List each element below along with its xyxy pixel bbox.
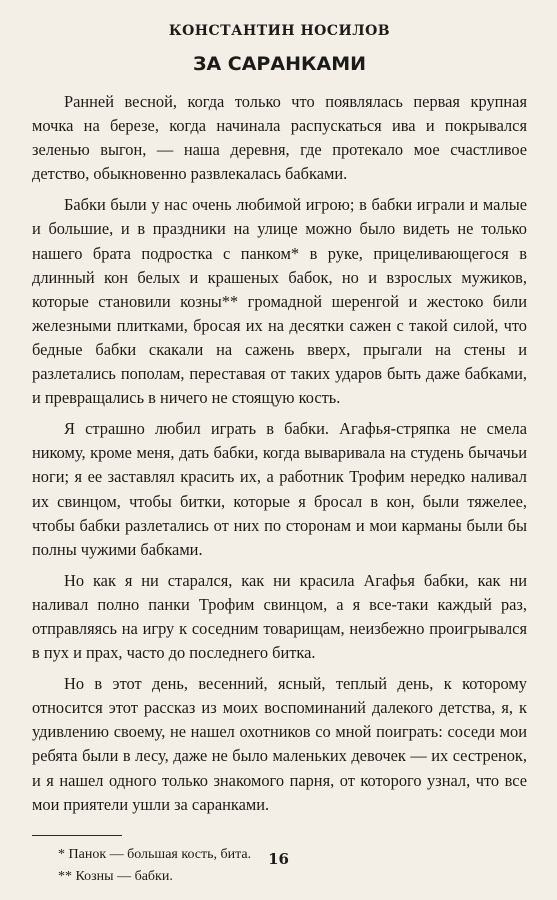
footnote: * Панок — большая кость, бита. (58, 846, 252, 862)
footnote: ** Козны — бабки. (58, 868, 173, 884)
running-head: КОНСТАНТИН НОСИЛОВ (168, 23, 391, 39)
paragraph: Бабки были у нас очень любимой игрою; в бабки играли и малые и большие, и в праздники на улице можно было видеть не только нашего брата подростка с панком* в руке, прицеливающегося в длинный кон белых и крашеных бабок, но и взрослых мужиков, которые становили козны** громадной шеренгой и жестоко били железными плитками, бросая их на десятки сажен с такой силой, что бедные бабки скакали на сажень вверх, прыгали на стены и разлетались пополам, переставая от таких ударов быть даже бабками, и превращались в ничего не стоящую кость. (32, 195, 527, 408)
body-text (32, 90, 527, 817)
footnote-divider (32, 835, 122, 836)
paragraph: Ранней весной, когда только что появлялась первая крупная мочка на березе, когда начинала распускаться ива и покрывался зеленью выгон, — наша деревня, где протекало мое счастливое детство, обыкновенно развлекалась бабками. (32, 92, 527, 184)
page-number: 16 (268, 850, 289, 868)
paragraph: Я страшно любил играть в бабки. Агафья-стряпка не смела никому, кроме меня, дать бабки, когда вываривала на студень бычачьи ноги; я ее заставлял красить их, а работник Трофим нередко наливал их свинцом, чтобы битки, которые я бросал в кон, были тяжелее, чтобы бабки разлетались от них по сторонам и мои карманы были бы полны чужими бабками. (32, 419, 527, 559)
chapter-title: ЗА САРАНКАМИ (192, 53, 367, 75)
paragraph: Но как я ни старался, как ни красила Агафья бабки, как ни наливал полно панки Трофим свинцом, а я все-таки каждый раз, отправляясь на игру к соседним товарищам, неизбежно проигрывался в пух и прах, часто до последнего битка. (32, 570, 527, 663)
paragraph: Но в этот день, весенний, ясный, теплый день, к которому относится этот рассказ из моих воспоминаний далекого детства, я, к удивлению своему, не нашел охотников со мной поиграть: соседи мои ребята были в лесу, даже не было маленьких девочек — их сестренок, и я нашел одного только знакомого парня, от которого узнал, что все мои приятели ушли за саранками. (32, 674, 527, 814)
